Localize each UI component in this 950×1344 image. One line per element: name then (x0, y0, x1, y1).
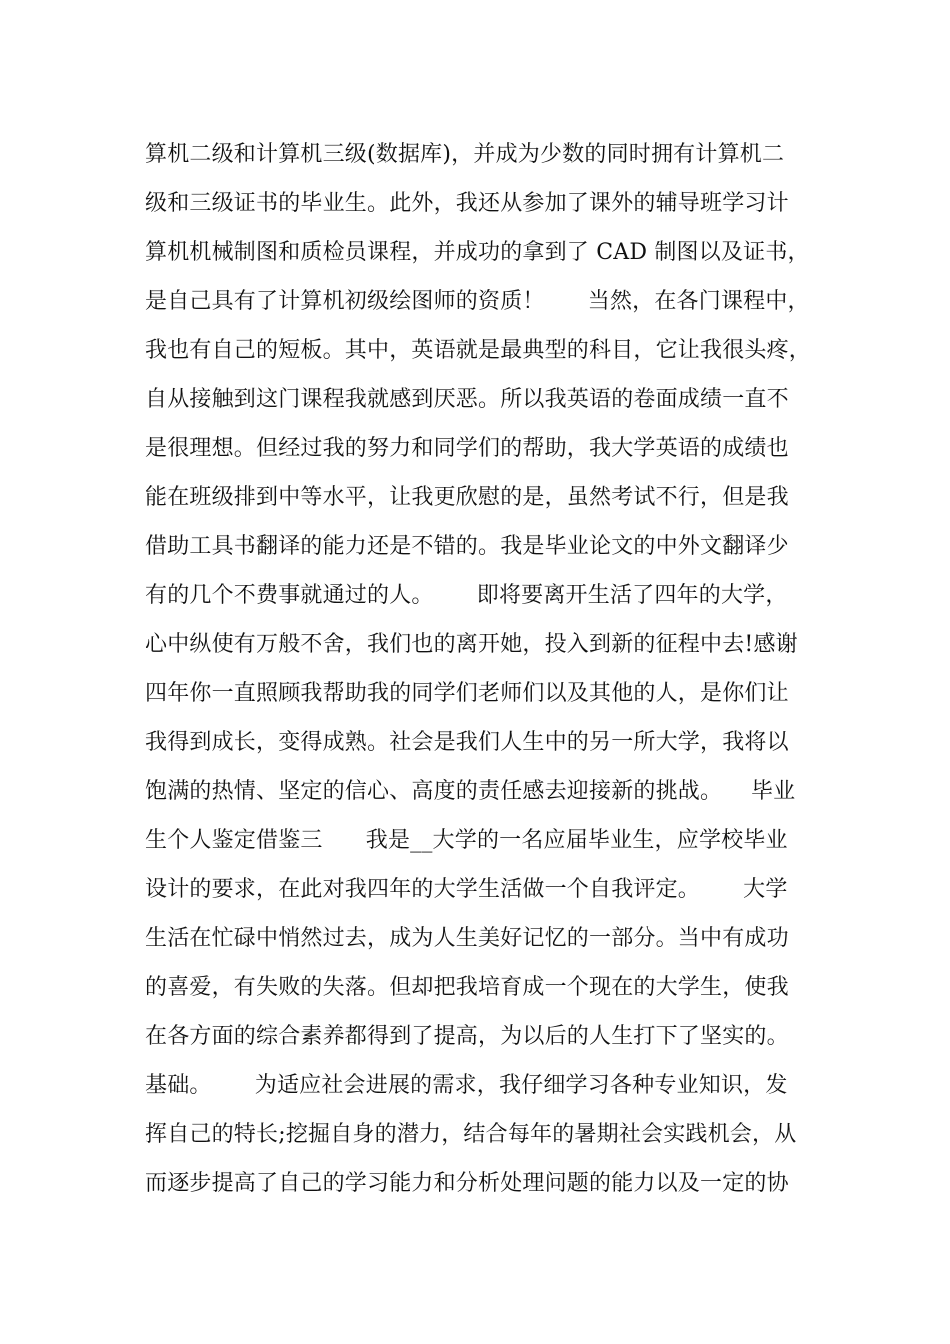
text-line-18: 的喜爱，有失败的失落。但却把我培育成一个现在的大学生，使我 (145, 975, 789, 1000)
text-line-13: 我得到成长，变得成熟。社会是我们人生中的另一所大学，我将以 (145, 730, 789, 755)
text-line-7: 是很理想。但经过我的努力和同学们的帮助，我大学英语的成绩也 (145, 436, 789, 461)
text-line-17: 生活在忙碌中悄然过去，成为人生美好记忆的一部分。当中有成功 (145, 926, 789, 951)
text-line-11: 心中纵使有万般不舍，我们也的离开她，投入到新的征程中去!感谢 (145, 632, 798, 657)
text-line-10: 有的几个不费事就通过的人。 即将要离开生活了四年的大学， (145, 583, 788, 608)
text-line-20: 基础。 为适应社会进展的需求，我仔细学习各种专业知识，发 (145, 1073, 788, 1098)
text-line-5: 我也有自己的短板。其中，英语就是最典型的科目，它让我很头疼， (145, 338, 812, 363)
text-line-15: 生个人鉴定借鉴三 我是__大学的一名应届毕业生，应学校毕业 (145, 828, 788, 853)
body-text (145, 130, 815, 1208)
text-line-3: 算机机械制图和质检员课程，并成功的拿到了 CAD 制图以及证书， (145, 240, 810, 265)
text-line-19: 在各方面的综合素养都得到了提高，为以后的人生打下了坚实的。 (145, 1024, 789, 1049)
text-line-9: 借助工具书翻译的能力还是不错的。我是毕业论文的中外文翻译少 (145, 534, 789, 559)
text-line-4: 是自己具有了计算机初级绘图师的资质！ 当然，在各门课程中， (145, 289, 810, 314)
text-line-6: 自从接触到这门课程我就感到厌恶。所以我英语的卷面成绩一直不 (145, 387, 789, 412)
text-line-22: 而逐步提高了自己的学习能力和分析处理问题的能力以及一定的协 (145, 1171, 789, 1196)
text-line-16: 设计的要求，在此对我四年的大学生活做一个自我评定。 大学 (145, 877, 788, 902)
text-line-2: 级和三级证书的毕业生。此外，我还从参加了课外的辅导班学习计 (145, 191, 789, 216)
text-line-8: 能在班级排到中等水平，让我更欣慰的是，虽然考试不行，但是我 (145, 485, 789, 510)
text-line-21: 挥自己的特长;挖掘自身的潜力，结合每年的暑期社会实践机会，从 (145, 1122, 797, 1147)
text-line-12: 四年你一直照顾我帮助我的同学们老师们以及其他的人，是你们让 (145, 681, 789, 706)
text-line-14: 饱满的热情、坚定的信心、高度的责任感去迎接新的挑战。 毕业 (145, 779, 796, 804)
text-line-1: 算机二级和计算机三级(数据库)，并成为少数的同时拥有计算机二 (145, 142, 785, 167)
